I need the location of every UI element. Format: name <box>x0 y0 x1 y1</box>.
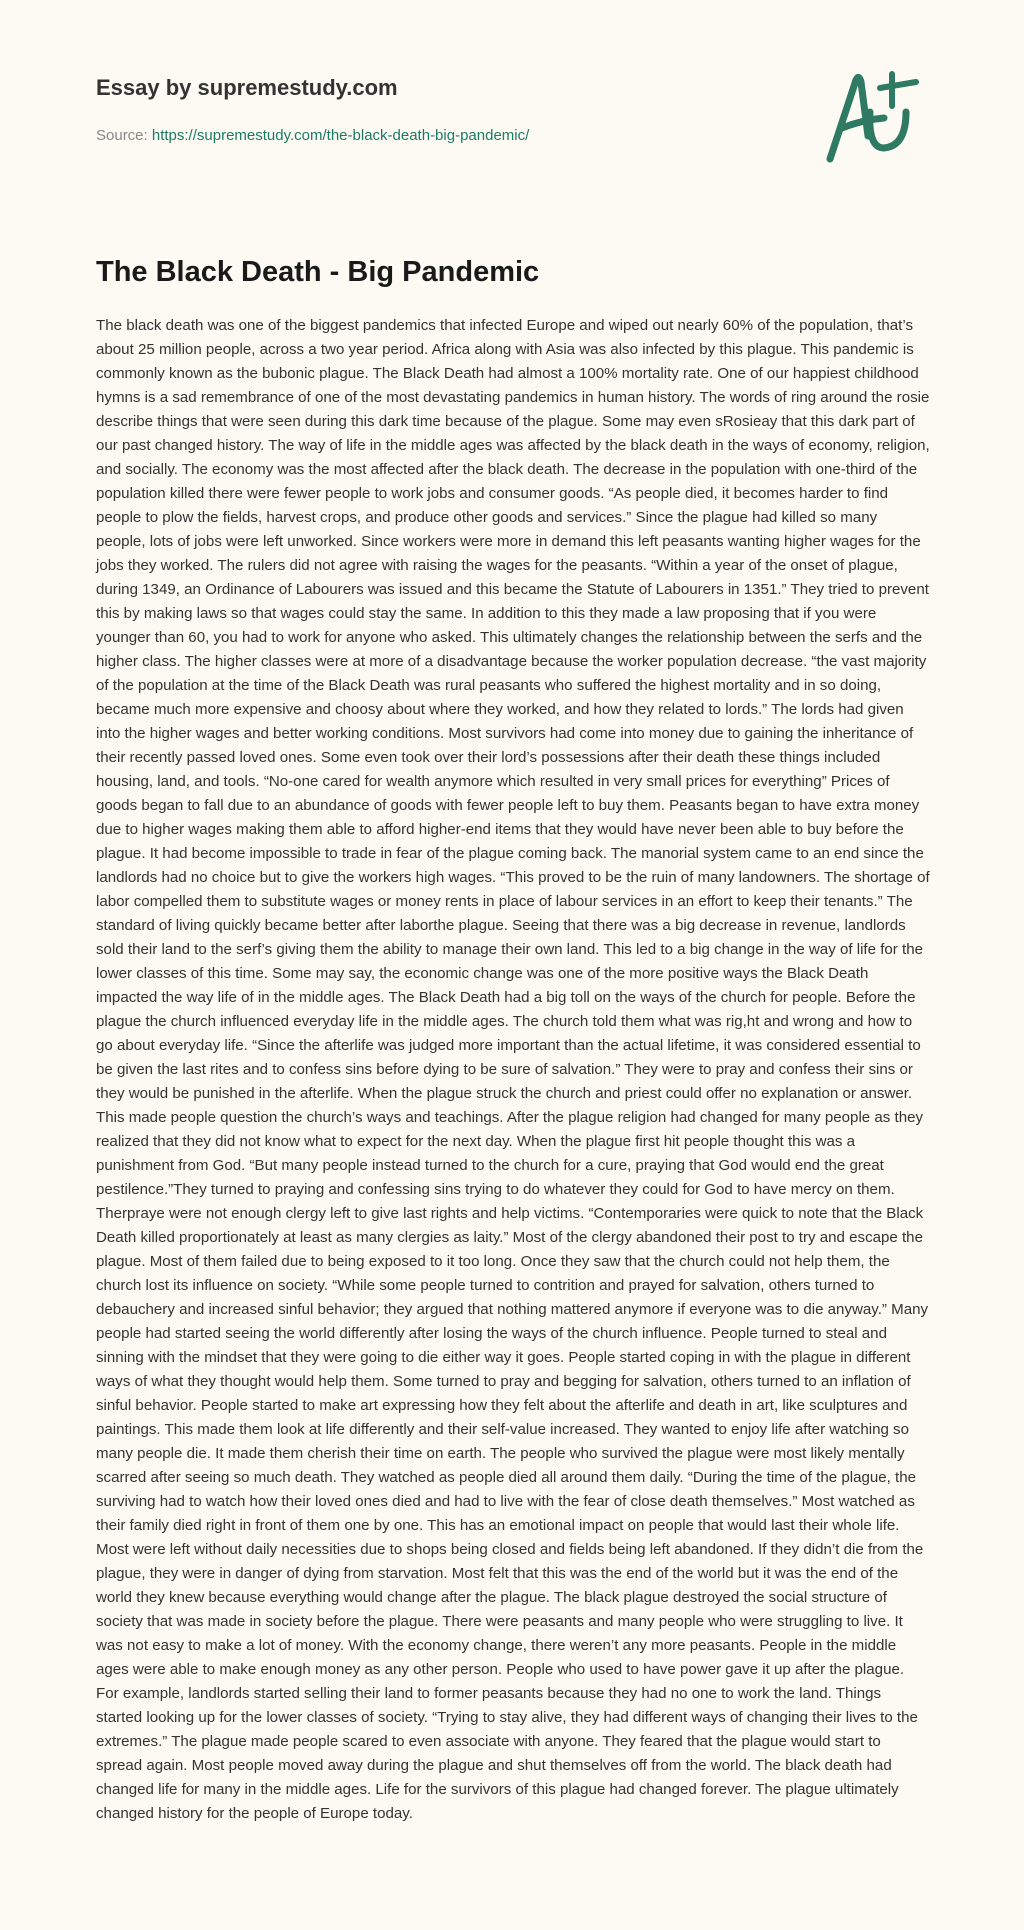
essay-title: The Black Death - Big Pandemic <box>96 256 540 288</box>
essay-body: The black death was one of the biggest pandemics that infected Europe and wiped out nearly 60% of the population, that’s about 25 million people, across a two year period. Africa along with Asia was also infected by this plague. This pandemic is commonly known as the bubonic plague. The Black Death had almost a 100% mortality rate. One of our happiest childhood hymns is a sad remembrance of one of the most devastating pandemics in human history. The words of ring around the rosie describe things that were seen during this dark time because of the plague. Some may even sRosieay that this dark part of our past changed history. The way of life in the middle ages was affected by the black death in the ways of economy, religion, and socially. The economy was the most affected after the black death. The decrease in the population with one-third of the population killed there were fewer people to work jobs and consumer goods. “As people died, it becomes harder to find people to plow the fields, harvest crops, and produce other goods and services.” Since the plague had killed so many people, lots of jobs were left unworked. Since workers were more in demand this left peasants wanting higher wages for the jobs they worked. The rulers did not agree with raising the wages for the peasants. “Within a year of the onset of plague, during 1349, an Ordinance of Labourers was issued and this became the Statute of Labourers in 1351.” They tried to prevent this by making laws so that wages could stay the same. In addition to this they made a law proposing that if you were younger than 60, you had to work for anyone who asked. This ultimately changes the relationship between the serfs and the higher class. The higher classes were at more of a disadvantage because the worker population decrease. “the vast majority of the population at the time of the Black Death was rural peasants who suffered the highest mortality and in so doing, became much more expensive and choosy about where they worked, and how they related to lords.” The lords had given into the higher wages and better working conditions. Most survivors had come into money due to gaining the inheritance of their recently passed loved ones. Some even took over their lord’s possessions after their death these things included housing, land, and tools. “No-one cared for wealth anymore which resulted in very small prices for everything” Prices of goods began to fall due to an abundance of goods with fewer people left to buy them. Peasants began to have extra money due to higher wages making them able to afford higher-end items that they would have never been able to buy before the plague. It had become impossible to trade in fear of the plague coming back. The manorial system came to an end since the landlords had no choice but to give the workers high wages. “This proved to be the ruin of many landowners. The shortage of labor compelled them to substitute wages or money rents in place of labour services in an effort to keep their tenants.” The standard of living quickly became better after laborthe plague. Seeing that there was a big decrease in revenue, landlords sold their land to the serf’s giving them the ability to manage their own land. This led to a big change in the way of life for the lower classes of this time. Some may say, the economic change was one of the more positive ways the Black Death impacted the way life of in the middle ages. The Black Death had a big toll on the ways of the church for people. Before the plague the church influenced everyday life in the middle ages. The church told them what was rig,ht and wrong and how to go about everyday life. “Since the afterlife was judged more important than the actual lifetime, it was considered essential to be given the last rites and to confess sins before dying to be sure of salvation.” They were to pray and confess their sins or they would be punished in the afterlife. When the plague struck the church and priest could offer no explanation or answer. This made people question the church’s ways and teachings. After the plague religion had changed for many people as they realized that they did not know what to expect for the next day. When the plague first hit people thought this was a punishment from God. “But many people instead turned to the church for a cure, praying that God would end the great pestilence.”They turned to praying and confessing sins trying to do whatever they could for God to have mercy on them. Therpraye were not enough clergy left to give last rights and help victims. “Contemporaries were quick to note that the Black Death killed proportionately at least as many clergies as laity.” Most of the clergy abandoned their post to try and escape the plague. Most of them failed due to being exposed to it too long. Once they saw that the church could not help them, the church lost its influence on society. “While some people turned to contrition and prayed for salvation, others turned to debauchery and increased sinful behavior; they argued that nothing mattered anymore if everyone was to die anyway.” Many people had started seeing the world differently after losing the ways of the church influence. People turned to steal and sinning with the mindset that they were going to die either way it goes. People started coping in with the plague in different ways of what they thought would help them. Some turned to pray and begging for salvation, others turned to an inflation of sinful behavior. People started to make art expressing how they felt about the afterlife and death in art, like sculptures and paintings. This made them look at life differently and their self-value increased. They wanted to enjoy life after watching so many people die. It made them cherish their time on earth. The people who survived the plague were most likely mentally scarred after seeing so much death. They watched as people died all around them daily. “During the time of the plague, the surviving had to watch how their loved ones died and had to live with the fear of close death themselves.” Most watched as their family died right in front of them one by one. This has an emotional impact on people that would last their whole life. Most were left without daily necessities due to shops being closed and fields being left abandoned. If they didn’t die from the plague, they were in danger of dying from starvation. Most felt that this was the end of the world but it was the end of the world they knew because everything would change after the plague. The black plague destroyed the social structure of society that was made in society before the plague. There were peasants and many people who were struggling to live. It was not easy to make a lot of money. With the economy change, there weren’t any more peasants. People in the middle ages were able to make enough money as any other person. People who used to have power gave it up after the plague. For example, landlords started selling their land to former peasants because they had no one to work the land. Things started looking up for the lower classes of society. “Trying to stay alive, they had different ways of changing their lives to the extremes.” The plague made people scared to even associate with anyone. They feared that the plague would start to spread again. Most people moved away during the plague and shut themselves off from the world. The black death had changed life for many in the middle ages. Life for the survivors of this plague had changed forever. The plague ultimately changed history for the people of Europe today. <box>96 317 930 1822</box>
a-plus-grade-icon <box>822 66 932 166</box>
site-brand: Essay by supremestudy.com <box>96 75 398 100</box>
source-link[interactable]: https://supremestudy.com/the-black-death-big-pandemic/ <box>151 127 530 144</box>
site-header <box>96 72 796 146</box>
source-line <box>96 126 796 146</box>
source-label: Source: <box>96 127 152 144</box>
